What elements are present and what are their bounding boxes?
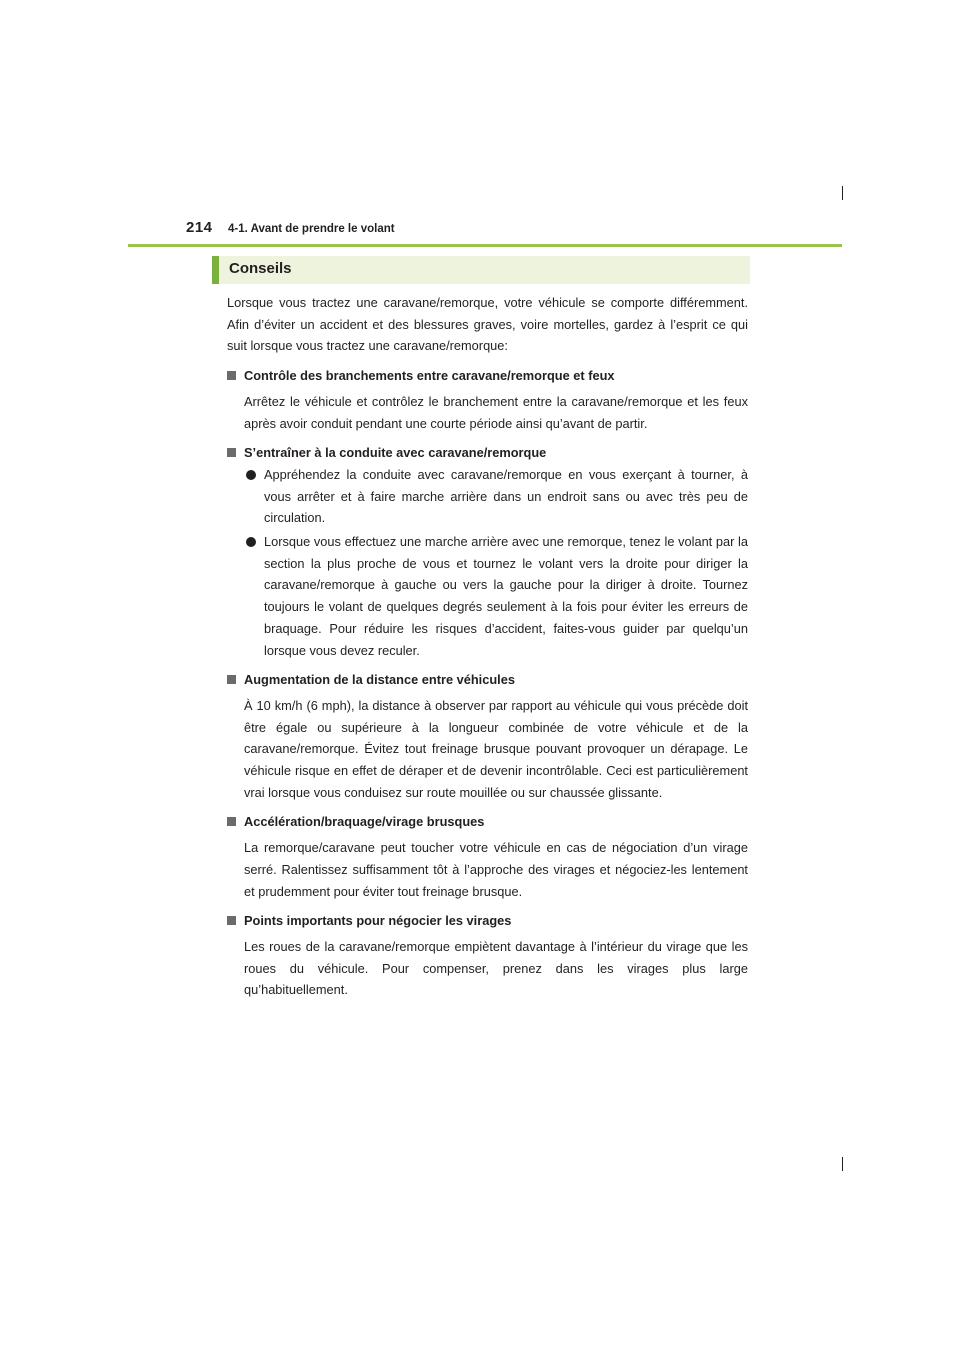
section-acceleration <box>227 811 748 902</box>
list-item-text: Lorsque vous effectuez une marche arrière avec une remorque, tenez le volant par la section la plus proche de vous et tournez le volant vers la droite pour diriger la caravane/remorque à gauche ou vers la gauche pour la diriger à droite. Tournez toujours le volant de quelques degrés seulement à la fois pour éviter les erreurs de braquage. Pour réduire les risques d’accident, faites-vous guider par quelqu’un lorsque vous devez reculer. <box>264 534 748 658</box>
list-item-text: Appréhendez la conduite avec caravane/remorque en vous exerçant à tourner, à vous arrêter et à faire marche arrière dans un endroit sans ou avec très peu de circulation. <box>264 466 748 526</box>
square-bullet-icon <box>227 675 236 684</box>
section-body: Arrêtez le véhicule et contrôlez le branchement entre la caravane/remorque et les feux après avoir conduit pendant une courte période ainsi qu’avant de partir. <box>244 393 748 431</box>
section-virages <box>227 910 748 1001</box>
conseils-content <box>227 292 748 1001</box>
section-heading-text: S’entraîner à la conduite avec caravane/remorque <box>244 445 547 461</box>
square-bullet-icon <box>227 371 236 380</box>
square-bullet-icon <box>227 916 236 925</box>
section-heading <box>227 669 748 691</box>
section-heading <box>227 365 748 387</box>
section-heading-text: Augmentation de la distance entre véhicules <box>244 672 515 688</box>
section-heading <box>227 910 748 932</box>
crop-mark-bottom <box>842 1157 843 1171</box>
section-body: À 10 km/h (6 mph), la distance à observer par rapport au véhicule qui vous précède doit être égale ou supérieure à la longueur combinée de votre véhicule et de la caravane/remorque. Évitez tout freinage brusque pouvant provoquer un dérapage. Le véhicule risque en effet de déraper et de devenir incontrôlable. Ceci est particulièrement vrai lorsque vous conduisez sur route mouillée ou sur chaussée glissante. <box>244 697 748 800</box>
section-entrainement <box>227 442 748 661</box>
round-bullet-icon <box>246 470 256 480</box>
section-heading <box>227 811 748 833</box>
section-heading-text: Points importants pour négocier les virages <box>244 913 512 929</box>
header-rule <box>128 244 842 247</box>
section-heading-text: Accélération/braquage/virage brusques <box>244 814 485 830</box>
crop-mark-top <box>842 186 843 200</box>
section-body: La remorque/caravane peut toucher votre véhicule en cas de négociation d’un virage serré. Ralentissez suffisamment tôt à l’approche des virages et négociez-les lentement et prudemment pour éviter tout freinage brusque. <box>244 840 748 899</box>
page-header <box>186 219 842 243</box>
list-item <box>244 464 748 529</box>
section-body: Les roues de la caravane/remorque empiètent davantage à l’intérieur du virage que les roues du véhicule. Pour compenser, prenez dans les virages plus large qu’habituellement. <box>244 938 748 998</box>
section-branchements <box>227 365 748 434</box>
conseils-title: Conseils <box>229 260 292 277</box>
section-title: 4-1. Avant de prendre le volant <box>228 223 395 235</box>
section-heading <box>227 442 748 464</box>
section-heading-text: Contrôle des branchements entre caravane/remorque et feux <box>244 368 615 384</box>
list-item <box>244 531 748 661</box>
round-bullet-icon <box>246 537 256 547</box>
square-bullet-icon <box>227 448 236 457</box>
section-distance <box>227 669 748 803</box>
intro-paragraph: Lorsque vous tractez une caravane/remorque, votre véhicule se comporte différemment. Afin d’éviter un accident et des blessures graves, voire mortelles, gardez à l’esprit ce qui suit lorsque vous tractez une caravane/remorque: <box>227 295 748 354</box>
conseils-box-header <box>212 256 750 284</box>
page-number: 214 <box>186 219 213 236</box>
square-bullet-icon <box>227 817 236 826</box>
